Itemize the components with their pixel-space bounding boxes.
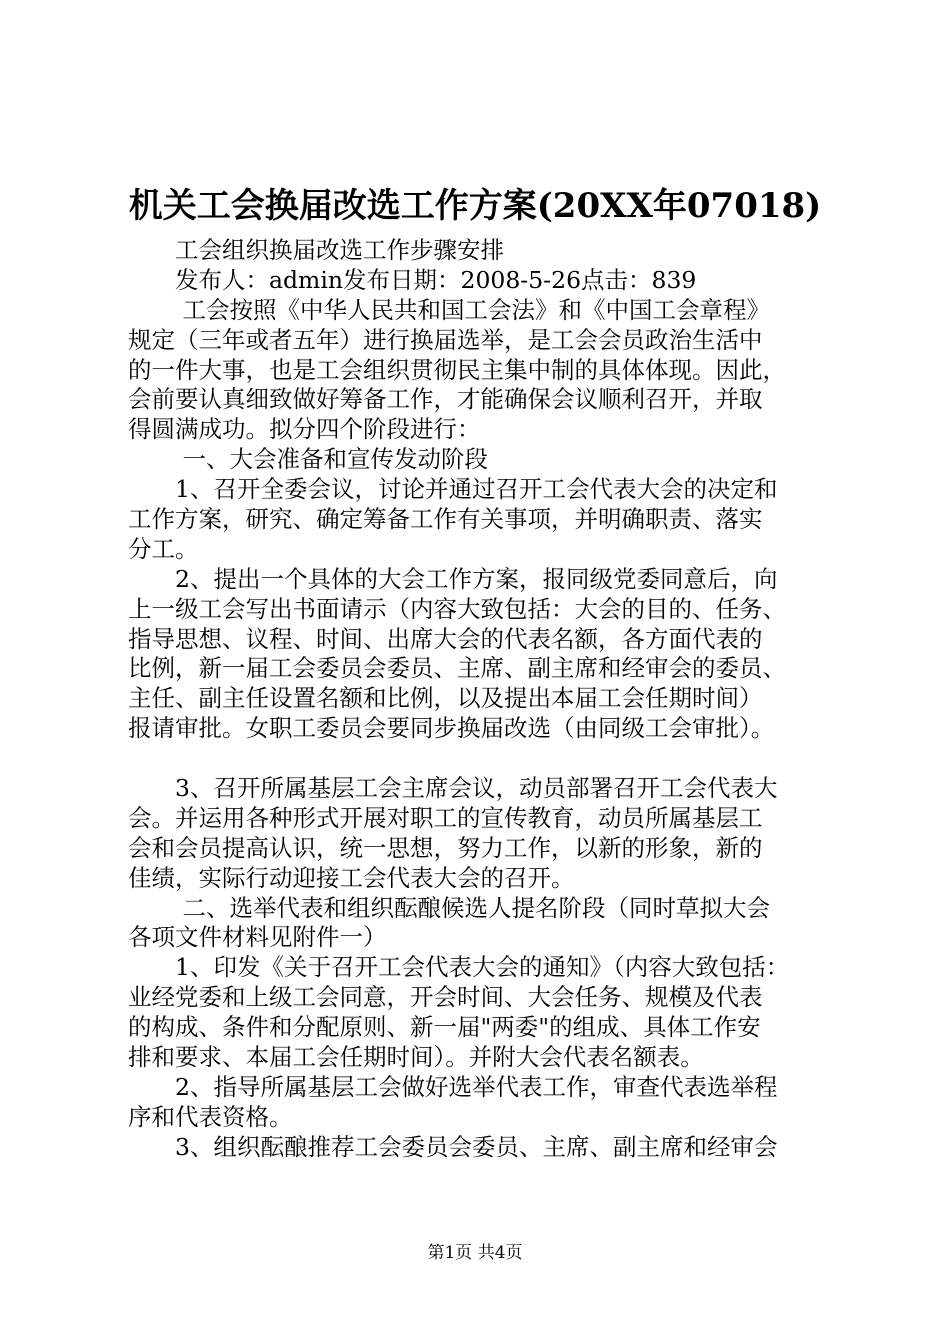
- body-line: 的构成、条件和分配原则、新一届"两委"的组成、具体工作安: [128, 1013, 761, 1042]
- body-line: 会和会员提高认识，统一思想，努力工作，以新的形象，新的: [128, 833, 763, 862]
- body-line: 主任、副主任设置名额和比例，以及提出本届工会任期时间）: [128, 684, 763, 713]
- body-line: 佳绩，实际行动迎接工会代表大会的召开。: [128, 863, 575, 892]
- blank-line: [128, 744, 840, 774]
- body-line: 序和代表资格。: [128, 1102, 293, 1131]
- body-line: 的一件大事，也是工会组织贯彻民主集中制的具体体现。因此，: [128, 355, 786, 384]
- body-line: 排和要求、本届工会任期时间）。并附大会代表名额表。: [128, 1043, 704, 1072]
- page-footer: 第1页 共4页: [427, 1243, 523, 1263]
- body-line: 发布人：admin发布日期：2008-5-26点击：839: [128, 265, 697, 294]
- body-line: 2、提出一个具体的大会工作方案，报同级党委同意后，向: [128, 564, 778, 593]
- body-line: 1、召开全委会议，讨论并通过召开工会代表大会的决定和: [128, 475, 778, 504]
- body-line: 会。并运用各种形式开展对职工的宣传教育，动员所属基层工: [128, 803, 763, 832]
- body-line: 3、组织酝酿推荐工会委员会委员、主席、副主席和经审会: [128, 1132, 778, 1161]
- body-line: 分工。: [128, 534, 199, 563]
- body-line: 2、指导所属基层工会做好选举代表工作，审查代表选举程: [128, 1072, 778, 1101]
- body-line: 业经党委和上级工会同意，开会时间、大会任务、规模及代表: [128, 983, 763, 1012]
- body-line: 工会按照《中华人民共和国工会法》和《中国工会章程》: [128, 295, 770, 324]
- body-line: 各项文件材料见附件一）: [128, 923, 387, 952]
- body-line: 1、印发《关于召开工会代表大会的通知》（内容大致包括：: [128, 953, 790, 982]
- body-line: 3、召开所属基层工会主席会议，动员部署召开工会代表大: [128, 774, 778, 803]
- body-line: 报请审批。女职工委员会要同步换届改选（由同级工会审批）。: [128, 714, 775, 743]
- body-line: 一、大会准备和宣传发动阶段: [128, 445, 488, 474]
- body-line: 工作方案，研究、确定筹备工作有关事项，并明确职责、落实: [128, 505, 763, 534]
- document-body: [128, 236, 840, 1163]
- document-title: 机关工会换届改选工作方案(20XX年07018): [128, 186, 822, 226]
- body-line: 上一级工会写出书面请示（内容大致包括：大会的目的、任务、: [128, 594, 786, 623]
- body-line: 规定（三年或者五年）进行换届选举，是工会会员政治生活中: [128, 325, 763, 354]
- body-line: 指导思想、议程、时间、出席大会的代表名额，各方面代表的: [128, 624, 763, 653]
- body-line: 二、选举代表和组织酝酿候选人提名阶段（同时草拟大会: [128, 893, 770, 922]
- body-line: 得圆满成功。拟分四个阶段进行：: [128, 415, 481, 444]
- body-line: 工会组织换届改选工作步骤安排: [128, 236, 504, 264]
- body-line: 会前要认真细致做好筹备工作，才能确保会议顺利召开，并取: [128, 385, 763, 414]
- body-line: 比例，新一届工会委员会委员、主席、副主席和经审会的委员、: [128, 654, 786, 683]
